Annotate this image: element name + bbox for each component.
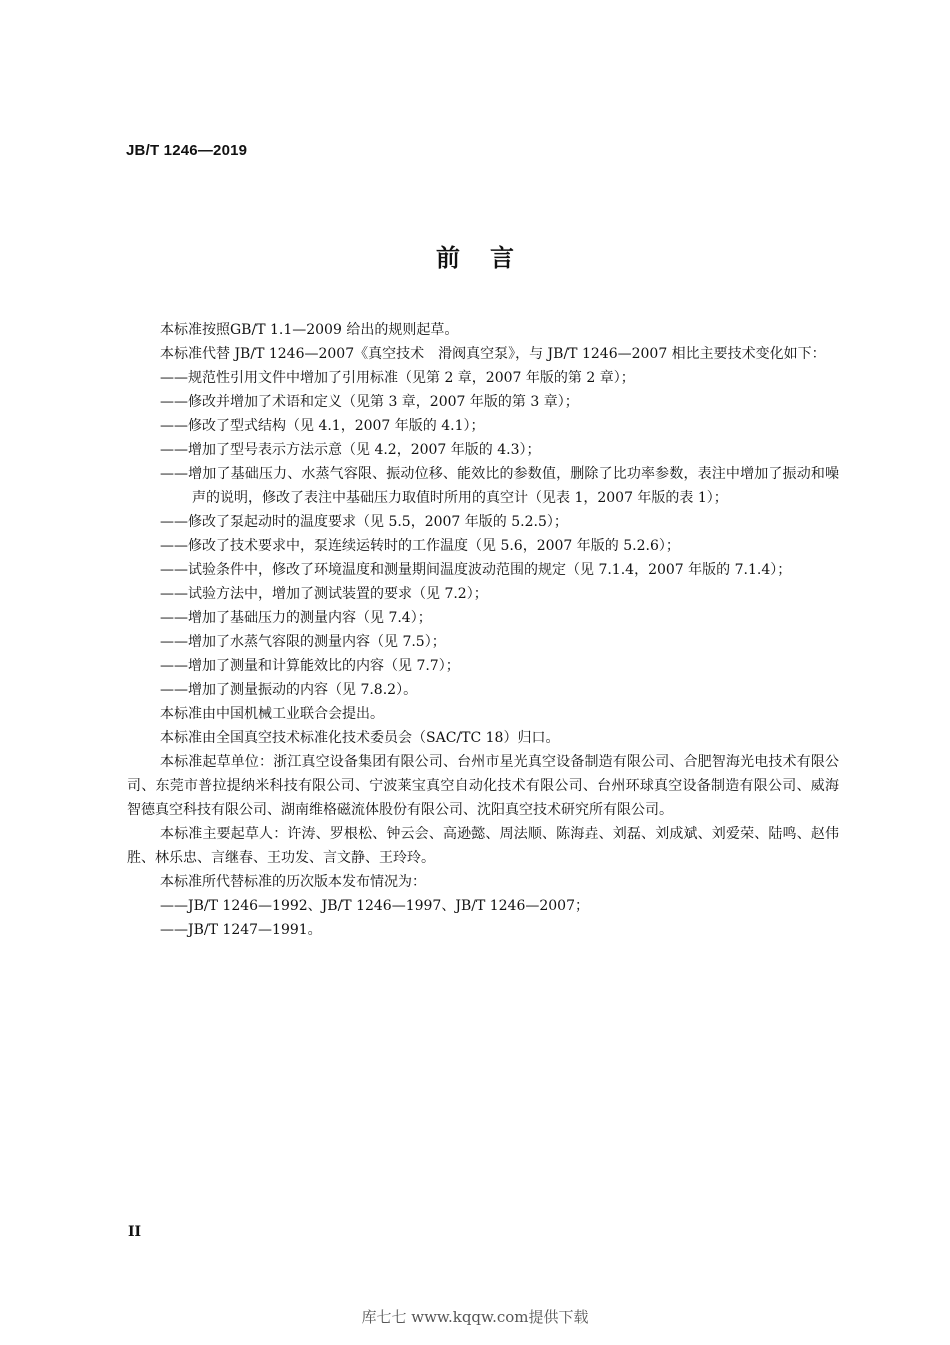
- list-item: ——增加了型号表示方法示意（见 4.2，2007 年版的 4.3）；: [160, 442, 541, 458]
- list-item: ——修改了型式结构（见 4.1，2007 年版的 4.1）；: [160, 418, 485, 434]
- list-item: ——修改了技术要求中，泵连续运转时的工作温度（见 5.6，2007 年版的 5.2.6）；: [160, 538, 680, 554]
- foreword-body: [127, 318, 839, 942]
- drafting-units: 本标准起草单位：浙江真空设备集团有限公司、台州市星光真空设备制造有限公司、合肥智海光电技术有限公司、东莞市普拉提纳米科技有限公司、宁波莱宝真空自动化技术有限公司、台州环球真空设备制造有限公司、威海智德真空科技有限公司、湖南维格磁流体股份有限公司、沈阳真空技术研究所有限公司。: [127, 754, 839, 818]
- list-item: ——增加了测量和计算能效比的内容（见 7.7）；: [160, 658, 460, 674]
- list-item: ——修改并增加了术语和定义（见第 3 章，2007 年版的第 3 章）；: [160, 394, 579, 410]
- list-item: ——规范性引用文件中增加了引用标准（见第 2 章，2007 年版的第 2 章）；: [160, 370, 635, 386]
- paragraph: 本标准所代替标准的历次版本发布情况为：: [160, 874, 426, 890]
- paragraph: 本标准由中国机械工业联合会提出。: [160, 706, 384, 722]
- list-item: ——JB/T 1246—1992、JB/T 1246—1997、JB/T 1246—2007；: [160, 898, 589, 914]
- paragraph: 本标准按照GB/T 1.1—2009 给出的规则起草。: [160, 322, 459, 338]
- list-item: ——增加了测量振动的内容（见 7.8.2）。: [160, 682, 418, 698]
- list-item: ——JB/T 1247—1991。: [160, 922, 322, 938]
- standard-code: JB/T 1246—2019: [126, 142, 248, 159]
- list-item: ——增加了水蒸气容限的测量内容（见 7.5）；: [160, 634, 446, 650]
- paragraph: 本标准代替 JB/T 1246—2007《真空技术 滑阀真空泵》，与 JB/T 1246—2007 相比主要技术变化如下：: [160, 346, 826, 362]
- list-item: ——增加了基础压力的测量内容（见 7.4）；: [160, 610, 432, 626]
- page-title: 前言: [436, 244, 544, 272]
- list-item: ——试验条件中，修改了环境温度和测量期间温度波动范围的规定（见 7.1.4，2007 年版的 7.1.4）；: [160, 562, 792, 578]
- page-number: II: [128, 1224, 142, 1240]
- footer-watermark: 库七七 www.kqqw.com提供下载: [361, 1308, 589, 1326]
- list-item: ——修改了泵起动时的温度要求（见 5.5，2007 年版的 5.2.5）；: [160, 514, 568, 530]
- paragraph: 本标准由全国真空技术标准化技术委员会（SAC/TC 18）归口。: [160, 730, 560, 746]
- list-item: ——试验方法中，增加了测试装置的要求（见 7.2）；: [160, 586, 488, 602]
- drafters: 本标准主要起草人：许涛、罗根松、钟云会、高逊懿、周法顺、陈海垚、刘磊、刘成斌、刘爱荣、陆鸣、赵伟胜、林乐忠、言继春、王功发、言文静、王玲玲。: [127, 826, 839, 866]
- list-item: ——增加了基础压力、水蒸气容限、振动位移、能效比的参数值，删除了比功率参数，表注中增加了振动和噪声的说明，修改了表注中基础压力取值时所用的真空计（见表 1，2007 年版的表 1）；: [160, 466, 839, 506]
